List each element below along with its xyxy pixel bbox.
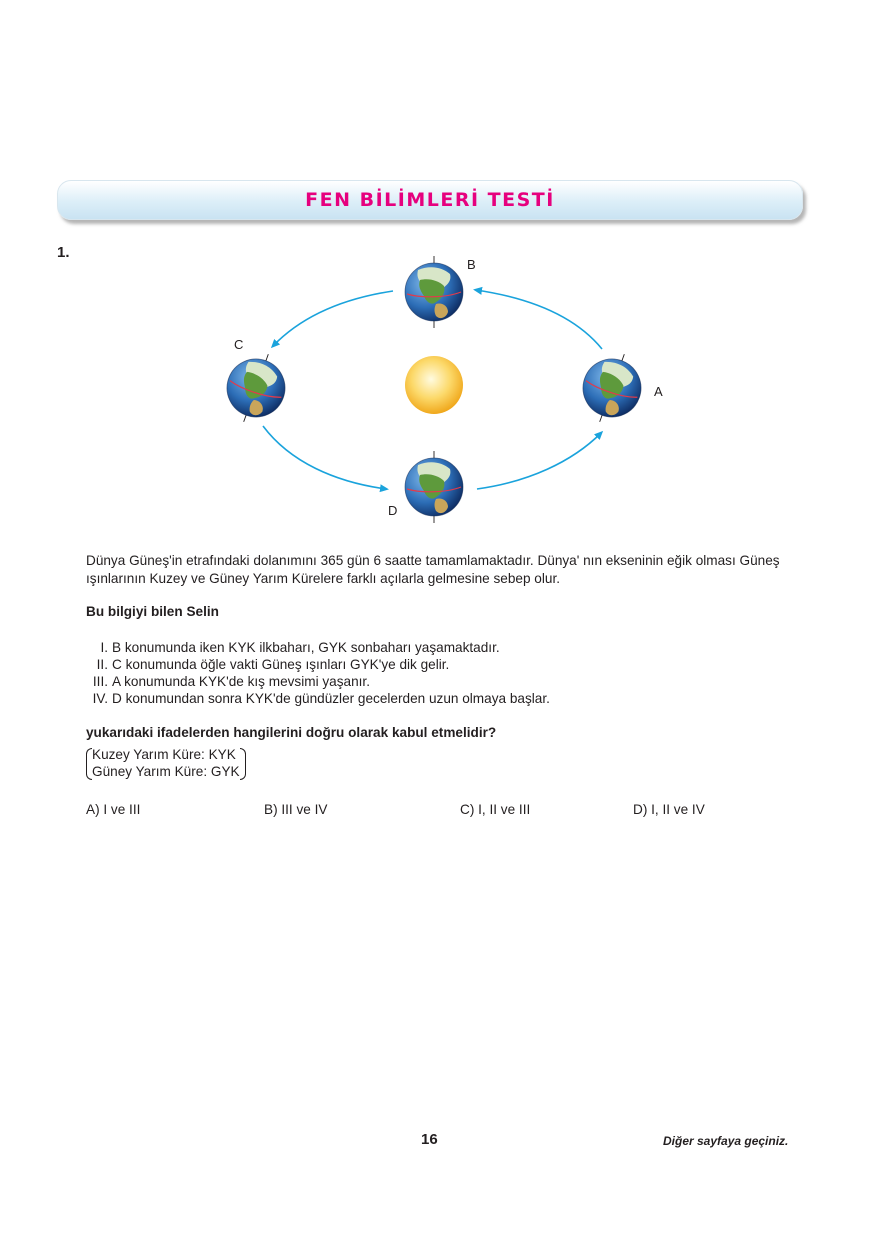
earth-icon-c <box>216 344 295 431</box>
earth-icon-b <box>405 256 463 328</box>
earth-icon-a <box>572 344 651 431</box>
answer-option-a[interactable]: A) I ve III <box>86 802 141 817</box>
orbit-diagram <box>0 0 880 540</box>
statement-3 <box>86 673 370 691</box>
legend-bracket-right <box>240 748 246 780</box>
abbreviation-legend <box>86 746 246 780</box>
statement-text: D konumundan sonra KYK'de gündüzler gecelerden uzun olmaya başlar. <box>112 691 550 706</box>
orbit-arrow-c-to-d <box>263 426 386 489</box>
answer-option-d[interactable]: D) I, II ve IV <box>633 802 705 817</box>
legend-bracket-left <box>86 748 92 780</box>
statement-2 <box>86 656 449 674</box>
statement-number: III. <box>92 674 108 689</box>
statement-text: A konumunda KYK'de kış mevsimi yaşanır. <box>112 674 370 689</box>
question-intro: Dünya Güneş'in etrafındaki dolanımını 365 gün 6 saatte tamamlamaktadır. Dünya' nın ekseninin eğik olması Güneş ışınlarının Kuzey ve Güney Yarım Kürelere farklı açılarla gelmesine sebep olur. <box>86 553 780 586</box>
question-lead: Bu bilgiyi bilen Selin <box>86 604 219 619</box>
position-label-d: D <box>388 503 398 518</box>
question-prompt: yukarıdaki ifadelerden hangilerini doğru olarak kabul etmelidir? <box>86 725 497 740</box>
next-page-note: Diğer sayfaya geçiniz. <box>663 1134 789 1148</box>
statement-text: C konumunda öğle vakti Güneş ışınları GYK'ye dik gelir. <box>112 657 450 672</box>
position-label-a: A <box>654 384 663 399</box>
earth-icon-d <box>405 451 463 523</box>
sun-icon <box>405 356 463 414</box>
orbit-arrow-d-to-a <box>477 433 601 489</box>
answer-option-c[interactable]: C) I, II ve III <box>460 802 531 817</box>
test-title: FEN BİLİMLERİ TESTİ <box>305 189 555 211</box>
page-number: 16 <box>421 1131 438 1148</box>
position-label-c: C <box>234 337 244 352</box>
statement-number: IV. <box>92 691 108 706</box>
legend-line-gyk: Güney Yarım Küre: GYK <box>92 764 240 779</box>
statement-4 <box>86 690 550 708</box>
orbit-arrow-a-to-b <box>476 290 602 349</box>
statement-number: II. <box>96 657 108 672</box>
question-number: 1. <box>57 244 70 261</box>
answer-option-b[interactable]: B) III ve IV <box>264 802 328 817</box>
position-label-b: B <box>467 257 476 272</box>
statement-text: B konumunda iken KYK ilkbaharı, GYK sonbaharı yaşamaktadır. <box>112 640 500 655</box>
legend-line-kyk: Kuzey Yarım Küre: KYK <box>92 747 236 762</box>
orbit-arrow-b-to-c <box>273 291 393 346</box>
statement-1 <box>86 639 500 657</box>
statement-number: I. <box>100 640 108 655</box>
